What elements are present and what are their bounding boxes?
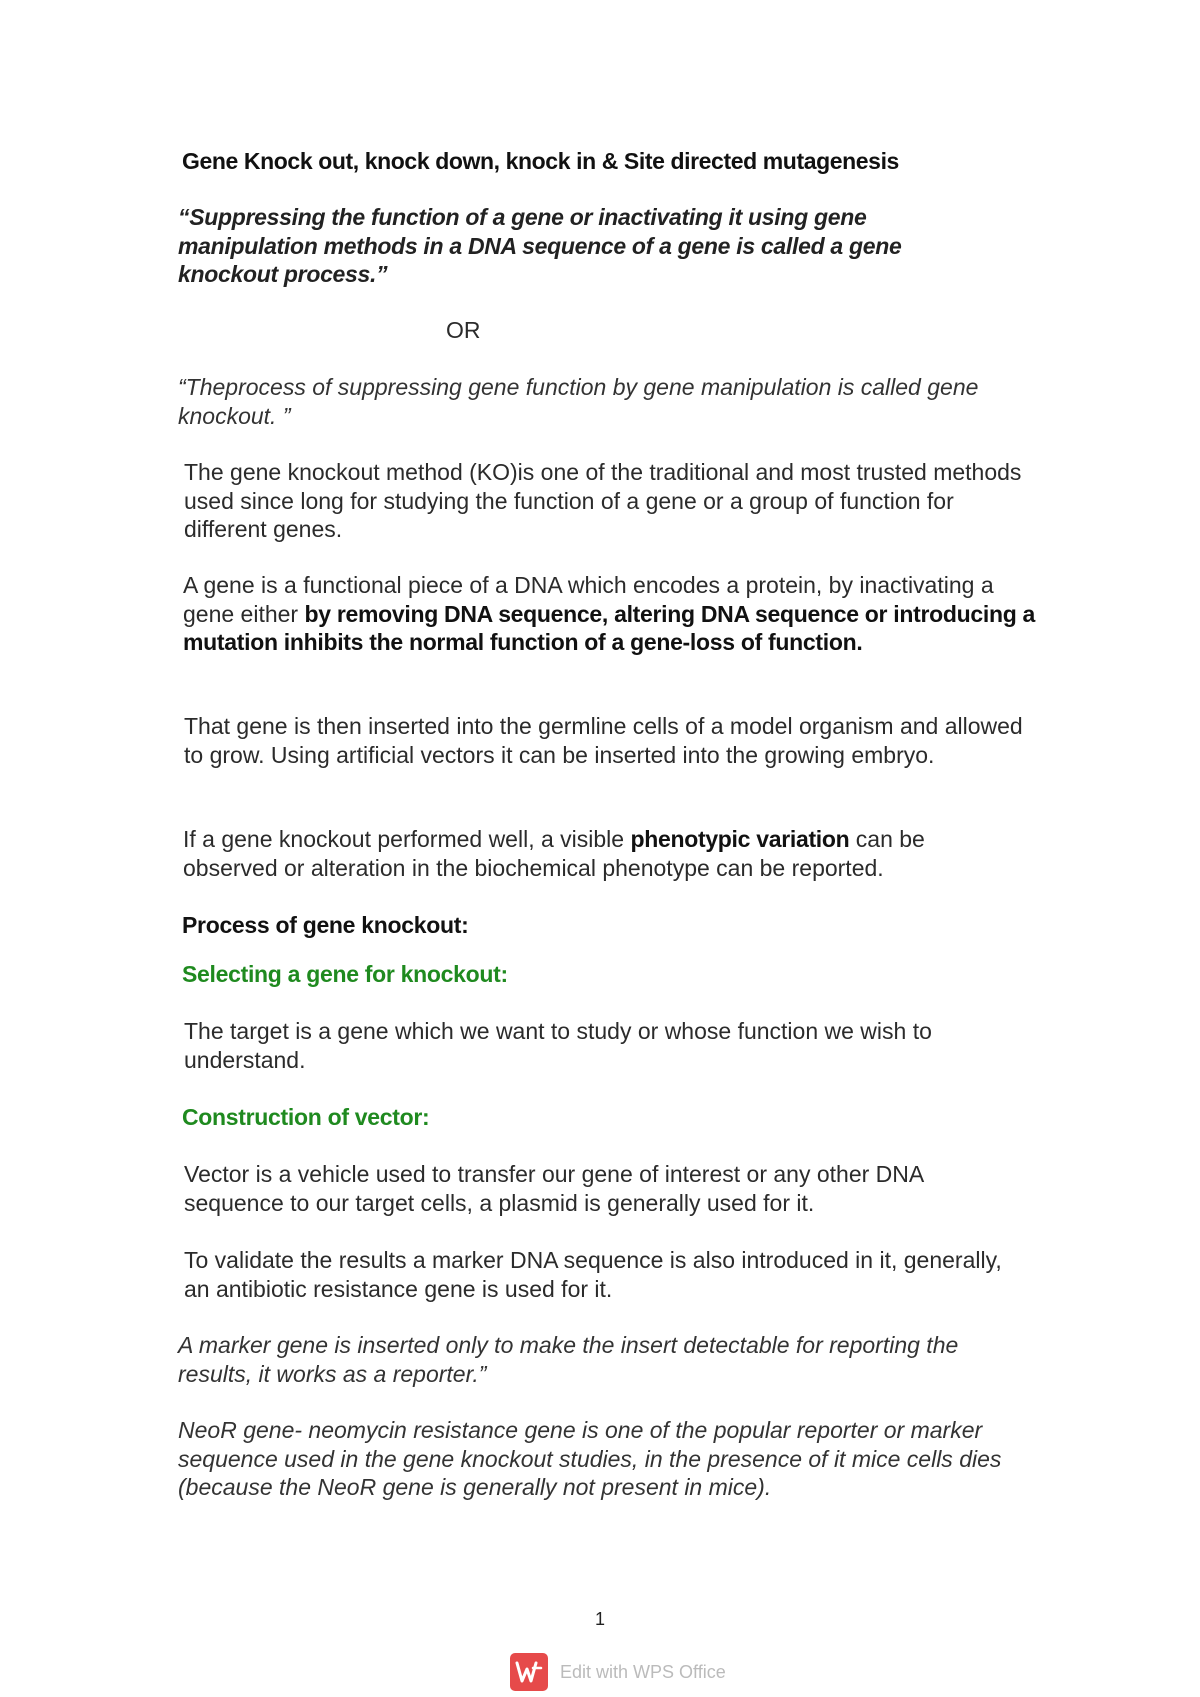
definition-quote-2-open: “The	[178, 374, 226, 400]
page-number: 1	[594, 1609, 605, 1629]
gene-definition-plain: A gene is a functional piece of a DNA which encodes a protein, by inactivating a gene either	[183, 572, 994, 627]
paragraph-validate: To validate the results a marker DNA sequence is also introduced in it, generally, an antibiotic resistance gene is used for it.	[184, 1247, 1002, 1302]
paragraph-ko-method: The gene knockout method (KO)is one of the traditional and most trusted methods used since long for studying the function of a gene or a group of function for different genes.	[184, 459, 1022, 542]
paragraph-neor: NeoR gene- neomycin resistance gene is one of the popular reporter or marker sequence used in the gene knockout studies, in the presence of it mice cells dies (because the NeoR gene is generally not present in mice).	[178, 1417, 1002, 1500]
definition-quote-2	[178, 373, 1028, 430]
document-title: Gene Knock out, knock down, knock in & Site directed mutagenesis	[182, 148, 899, 174]
paragraph-germline: That gene is then inserted into the germline cells of a model organism and allowed to grow. Using artificial vectors it can be inserted into the growing embryo.	[184, 713, 1023, 768]
heading-selecting-gene: Selecting a gene for knockout:	[182, 961, 508, 987]
or-separator: OR	[446, 317, 481, 343]
gene-definition-bold: by removing DNA sequence, altering DNA sequence or introducing a mutation inhibits the normal function of a gene-loss of function.	[183, 600, 1036, 655]
phenotype-bold: phenotypic variation	[630, 826, 850, 852]
heading-process: Process of gene knockout:	[182, 912, 469, 938]
phenotype-text-b: can be observed or alteration in the biochemical phenotype can be reported.	[183, 826, 925, 881]
definition-quote-1: “Suppressing the function of a gene or inactivating it using gene manipulation methods in a DNA sequence of a gene is called a gene knockout process.”	[178, 204, 902, 287]
paragraph-phenotype	[183, 825, 1023, 882]
paragraph-marker-gene: A marker gene is inserted only to make the insert detectable for reporting the results, it works as a reporter.”	[178, 1332, 959, 1387]
wps-edit-label[interactable]: Edit with WPS Office	[560, 1661, 726, 1682]
phenotype-text-a: If a gene knockout performed well, a visible	[183, 826, 631, 852]
paragraph-target: The target is a gene which we want to study or whose function we wish to understand.	[184, 1018, 932, 1073]
paragraph-vector: Vector is a vehicle used to transfer our gene of interest or any other DNA sequence to our target cells, a plasmid is generally used for it.	[184, 1161, 923, 1216]
definition-quote-2-rest: process of suppressing gene function by gene manipulation is called gene knockout. ”	[178, 374, 979, 429]
wps-logo-icon	[510, 1653, 548, 1691]
heading-construction-vector: Construction of vector:	[182, 1104, 430, 1130]
wps-edit-banner[interactable]	[510, 1652, 726, 1692]
wps-w-glyph-icon	[515, 1660, 543, 1684]
paragraph-gene-definition	[183, 571, 1043, 657]
